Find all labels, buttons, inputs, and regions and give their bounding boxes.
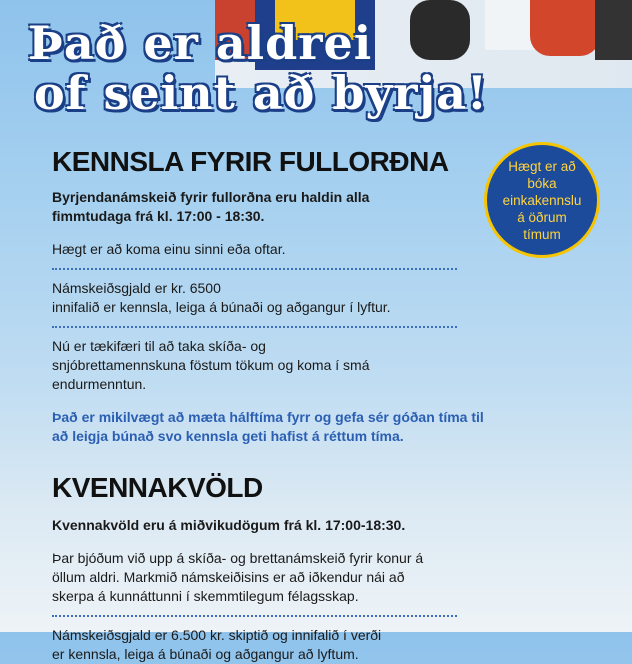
divider bbox=[52, 615, 457, 617]
section-adults-fee-includes: innifalið er kennsla, leiga á búnaði og aðgangur í lyftur. bbox=[52, 299, 391, 315]
page-headline bbox=[28, 18, 488, 118]
main-content bbox=[52, 146, 484, 664]
section-adults-fee: Námskeiðsgjald er kr. 6500 bbox=[52, 280, 221, 296]
headline-line-1: Það er aldrei bbox=[28, 16, 373, 70]
section-women-fee: Námskeiðsgjald er 6.500 kr. skiptið og innifalið í verði er kennsla, leiga á búnaði og aðgangur að lyftum. bbox=[52, 627, 382, 662]
section-adults-opportunity: Nú er tækifæri til að taka skíða- og snjóbrettamennskuna föstum tökum og koma í smá endurmenntun. bbox=[52, 338, 370, 392]
photo-person-dark bbox=[595, 0, 632, 60]
divider bbox=[52, 268, 457, 270]
photo-person-red-jacket-right bbox=[530, 0, 600, 56]
section-adults-intro: Byrjendanámskeið fyrir fullorðna eru haldin alla fimmtudaga frá kl. 17:00 - 18:30. bbox=[52, 189, 370, 224]
badge-text: Hægt er að bóka einkakennslu á öðrum tímum bbox=[502, 158, 582, 242]
section-women-title: KVENNAKVÖLD bbox=[52, 472, 263, 503]
headline-line-2: of seint að byrja! bbox=[34, 66, 489, 120]
private-lessons-badge bbox=[484, 142, 600, 258]
section-women-description: Þar bjóðum við upp á skíða- og brettanámskeið fyrir konur á öllum aldri. Markmið námskeiðisins er að iðkendur nái að skerpa á kunnáttunni í skemmtilegum félagsskap. bbox=[52, 550, 424, 604]
section-women-intro: Kvennakvöld eru á miðvikudögum frá kl. 17:00-18:30. bbox=[52, 517, 406, 533]
section-adults-frequency: Hægt er að koma einu sinni eða oftar. bbox=[52, 241, 286, 257]
divider bbox=[52, 326, 457, 328]
section-adults-notice: Það er mikilvægt að mæta hálftíma fyrr og gefa sér góðan tíma til að leigja búnað svo kennsla geti hafist á réttum tíma. bbox=[52, 409, 484, 444]
section-adults-title: KENNSLA FYRIR FULLORÐNA bbox=[52, 146, 449, 177]
